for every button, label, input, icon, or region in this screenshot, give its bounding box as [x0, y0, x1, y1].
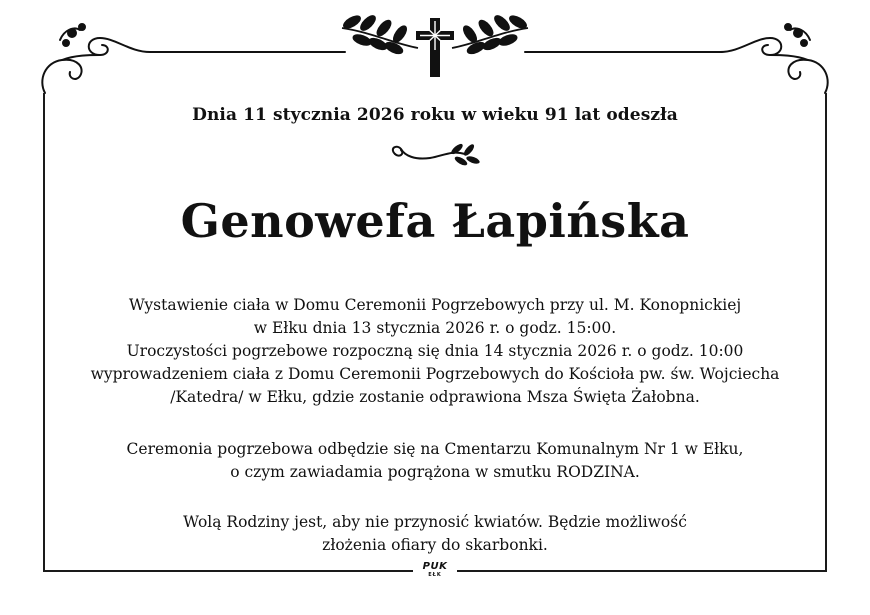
burial-paragraph	[50, 438, 820, 484]
leaf-divider-icon	[385, 140, 485, 174]
intro-line: Dnia 11 stycznia 2026 roku w wieku 91 lat odeszła	[192, 105, 678, 125]
frame-right-line	[825, 93, 827, 571]
text-line: /Katedra/ w Ełku, gdzie zostanie odprawiona Msza Święta Żałobna.	[170, 388, 700, 406]
laurel-branch-icon	[342, 14, 418, 56]
logo-main-text: PUK	[422, 561, 448, 572]
family-wish-paragraph	[50, 511, 820, 557]
logo-sub-text: EŁK	[428, 572, 442, 578]
text-line: Wolą Rodziny jest, aby nie przynosić kwiatów. Będzie możliwość	[183, 513, 687, 531]
corner-flourish-icon	[720, 24, 828, 93]
text-line: w Ełku dnia 13 stycznia 2026 r. o godz. 15:00.	[253, 319, 617, 337]
puk-logo	[417, 562, 453, 580]
ceremony-details-paragraph	[50, 294, 820, 409]
laurel-branch-icon	[452, 14, 528, 56]
frame-left-line	[43, 93, 45, 571]
corner-flourish-icon	[42, 24, 150, 93]
text-line: złożenia ofiary do skarbonki.	[322, 536, 548, 554]
deceased-name: Genowefa Łapińska	[180, 194, 690, 248]
text-line: Wystawienie ciała w Domu Ceremonii Pogrzebowych przy ul. M. Konopnickiej	[128, 296, 742, 314]
frame-bottom-line	[43, 570, 413, 572]
frame-bottom-line	[457, 570, 827, 572]
text-line: wyprowadzeniem ciała z Domu Ceremonii Pogrzebowych do Kościoła pw. św. Wojciecha	[90, 365, 780, 383]
cross-icon	[416, 18, 454, 77]
text-line: o czym zawiadamia pogrążona w smutku RODZINA.	[230, 463, 640, 481]
top-ornament	[0, 0, 870, 100]
text-line: Ceremonia pogrzebowa odbędzie się na Cmentarzu Komunalnym Nr 1 w Ełku,	[126, 440, 744, 458]
text-line: Uroczystości pogrzebowe rozpoczną się dnia 14 stycznia 2026 r. o godz. 10:00	[126, 342, 744, 360]
